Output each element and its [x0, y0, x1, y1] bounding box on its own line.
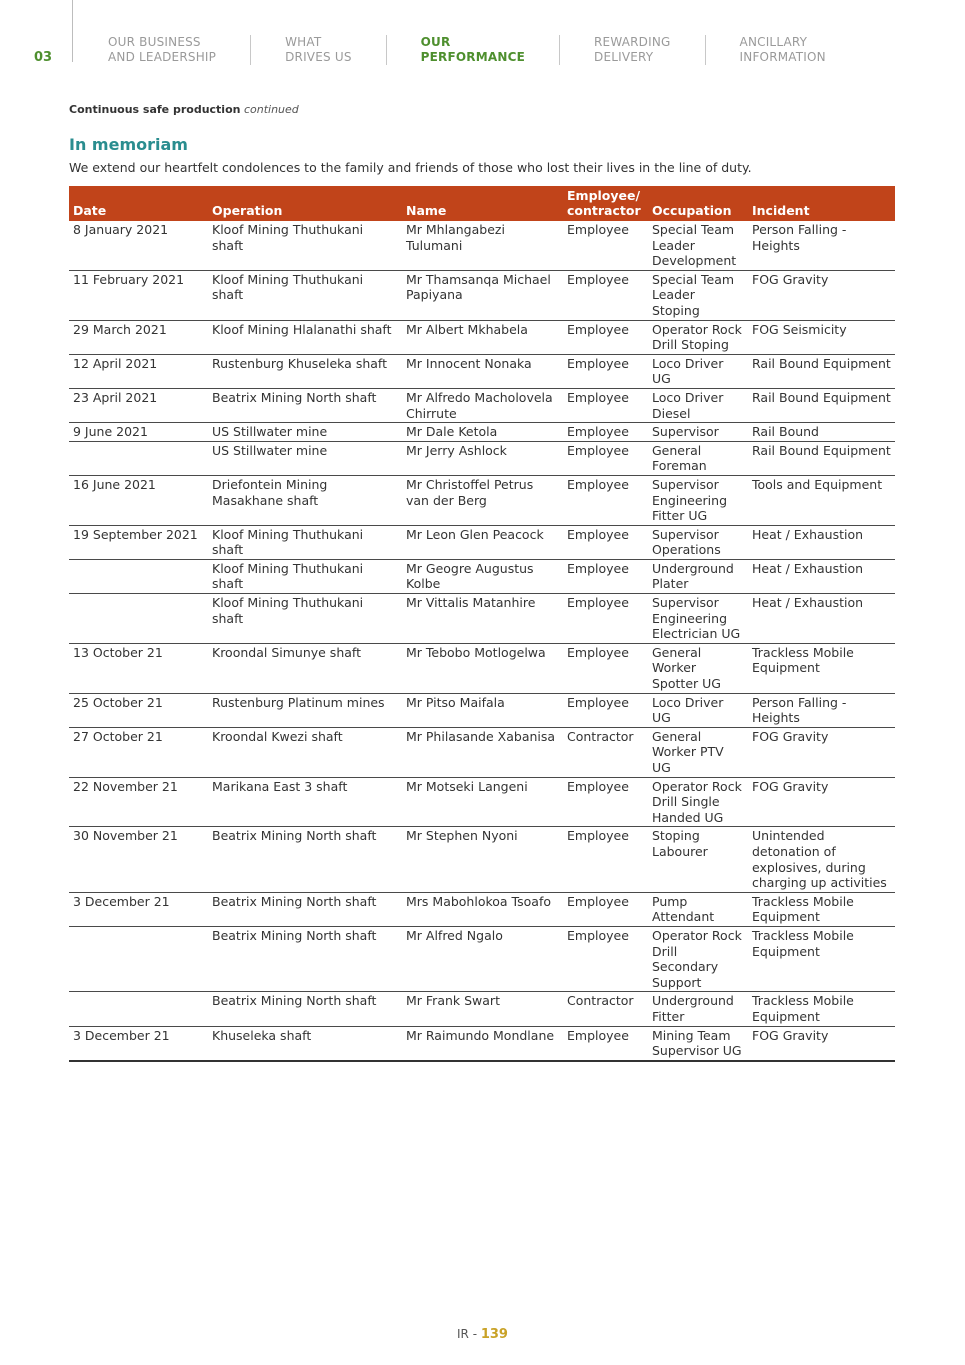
cell-date: 8 January 2021: [69, 221, 208, 270]
nav-item-ancillary[interactable]: [740, 35, 860, 65]
cell-incident: Person Falling - Heights: [748, 693, 895, 727]
cell-employee-type: Employee: [563, 525, 648, 559]
cell-operation: Rustenburg Khuseleka shaft: [208, 354, 402, 388]
nav-label: WHAT: [285, 35, 322, 49]
cell-incident: FOG Gravity: [748, 727, 895, 777]
nav-label: OUR BUSINESS: [108, 35, 201, 49]
table-row: [69, 594, 895, 644]
cell-name: Mr Tebobo Motlogelwa: [402, 643, 563, 693]
table-row: [69, 441, 895, 475]
table-row: [69, 926, 895, 991]
cell-date: 3 December 21: [69, 892, 208, 926]
cell-operation: Rustenburg Platinum mines: [208, 693, 402, 727]
cell-incident: Rail Bound Equipment: [748, 354, 895, 388]
cell-name: Mr Mhlangabezi Tulumani: [402, 221, 563, 270]
nav-label: REWARDING: [594, 35, 671, 49]
cell-operation: Kroondal Simunye shaft: [208, 643, 402, 693]
table-row: [69, 992, 895, 1026]
cell-operation: Beatrix Mining North shaft: [208, 992, 402, 1026]
cell-name: Mr Frank Swart: [402, 992, 563, 1026]
page-number: 139: [480, 1327, 508, 1342]
cell-occupation: Loco Driver Diesel: [648, 388, 748, 422]
nav-item-drives[interactable]: [285, 35, 387, 65]
cell-employee-type: Employee: [563, 1026, 648, 1061]
cell-incident: Heat / Exhaustion: [748, 594, 895, 644]
header-employee-line1: Employee/: [567, 188, 641, 203]
cell-occupation: General Worker Spotter UG: [648, 643, 748, 693]
cell-operation: Kloof Mining Thuthukani shaft: [208, 221, 402, 270]
cell-occupation: Supervisor Engineering Electrician UG: [648, 594, 748, 644]
cell-employee-type: Employee: [563, 221, 648, 270]
footer-prefix: IR -: [457, 1327, 481, 1341]
table-row: [69, 525, 895, 559]
cell-date: 16 June 2021: [69, 475, 208, 525]
cell-employee-type: Employee: [563, 388, 648, 422]
cell-occupation: Underground Plater: [648, 559, 748, 593]
cell-incident: Trackless Mobile Equipment: [748, 892, 895, 926]
cell-incident: FOG Gravity: [748, 777, 895, 827]
cell-occupation: Operator Rock Drill Single Handed UG: [648, 777, 748, 827]
cell-operation: Beatrix Mining North shaft: [208, 892, 402, 926]
table-row: [69, 475, 895, 525]
cell-occupation: Underground Fitter: [648, 992, 748, 1026]
cell-employee-type: Employee: [563, 320, 648, 354]
cell-date: 25 October 21: [69, 693, 208, 727]
cell-operation: Beatrix Mining North shaft: [208, 926, 402, 991]
section-subtitle: [69, 103, 299, 116]
cell-name: Mr Dale Ketola: [402, 423, 563, 442]
cell-date: 13 October 21: [69, 643, 208, 693]
cell-name: Mrs Mabohlokoa Tsoafo: [402, 892, 563, 926]
cell-name: Mr Vittalis Matanhire: [402, 594, 563, 644]
cell-date: [69, 594, 208, 644]
cell-date: [69, 992, 208, 1026]
table-row: [69, 827, 895, 892]
cell-incident: Unintended detonation of explosives, during charging up activities: [748, 827, 895, 892]
subtitle-bold: Continuous safe production: [69, 103, 241, 116]
cell-occupation: General Worker PTV UG: [648, 727, 748, 777]
cell-incident: Rail Bound Equipment: [748, 388, 895, 422]
cell-occupation: Special Team Leader Development: [648, 221, 748, 270]
page-heading: In memoriam: [69, 135, 188, 154]
cell-date: [69, 441, 208, 475]
cell-operation: Kloof Mining Thuthukani shaft: [208, 559, 402, 593]
header-employee-contractor: [563, 186, 648, 221]
cell-incident: Trackless Mobile Equipment: [748, 643, 895, 693]
cell-employee-type: Employee: [563, 926, 648, 991]
cell-date: 11 February 2021: [69, 270, 208, 320]
cell-date: 3 December 21: [69, 1026, 208, 1061]
cell-operation: Marikana East 3 shaft: [208, 777, 402, 827]
header-employee-line2: contractor: [567, 203, 641, 218]
cell-occupation: Stoping Labourer: [648, 827, 748, 892]
cell-operation: Driefontein Mining Masakhane shaft: [208, 475, 402, 525]
cell-employee-type: Employee: [563, 441, 648, 475]
cell-operation: Kloof Mining Thuthukani shaft: [208, 525, 402, 559]
cell-operation: Beatrix Mining North shaft: [208, 388, 402, 422]
nav-label: AND LEADERSHIP: [108, 50, 217, 64]
cell-date: 30 November 21: [69, 827, 208, 892]
cell-incident: Tools and Equipment: [748, 475, 895, 525]
cell-incident: Rail Bound: [748, 423, 895, 442]
table-row: [69, 693, 895, 727]
cell-occupation: Loco Driver UG: [648, 693, 748, 727]
nav-item-rewarding[interactable]: [594, 35, 706, 65]
table-row: [69, 892, 895, 926]
cell-date: [69, 926, 208, 991]
cell-employee-type: Employee: [563, 354, 648, 388]
cell-employee-type: Employee: [563, 827, 648, 892]
cell-operation: Kroondal Kwezi shaft: [208, 727, 402, 777]
table-body: [69, 221, 895, 1061]
table-row: [69, 727, 895, 777]
cell-operation: Kloof Mining Thuthukani shaft: [208, 270, 402, 320]
nav-label: DELIVERY: [594, 50, 654, 64]
cell-name: Mr Jerry Ashlock: [402, 441, 563, 475]
page-footer: [0, 1327, 965, 1342]
cell-incident: FOG Gravity: [748, 1026, 895, 1061]
nav-label: INFORMATION: [739, 50, 826, 64]
cell-operation: Kloof Mining Thuthukani shaft: [208, 594, 402, 644]
cell-name: Mr Christoffel Petrus van der Berg: [402, 475, 563, 525]
section-nav: [108, 35, 894, 65]
table-row: [69, 643, 895, 693]
cell-name: Mr Albert Mkhabela: [402, 320, 563, 354]
cell-name: Mr Alfred Ngalo: [402, 926, 563, 991]
header-divider: [72, 0, 73, 62]
cell-incident: Heat / Exhaustion: [748, 525, 895, 559]
cell-employee-type: Employee: [563, 892, 648, 926]
cell-operation: Beatrix Mining North shaft: [208, 827, 402, 892]
cell-incident: Trackless Mobile Equipment: [748, 992, 895, 1026]
cell-date: [69, 559, 208, 593]
header-date: Date: [69, 186, 208, 221]
cell-date: 12 April 2021: [69, 354, 208, 388]
table-row: [69, 354, 895, 388]
cell-employee-type: Employee: [563, 777, 648, 827]
cell-name: Mr Alfredo Macholovela Chirrute: [402, 388, 563, 422]
cell-incident: Rail Bound Equipment: [748, 441, 895, 475]
table-header-row: [69, 186, 895, 221]
cell-occupation: General Foreman: [648, 441, 748, 475]
cell-operation: US Stillwater mine: [208, 441, 402, 475]
cell-occupation: Special Team Leader Stoping: [648, 270, 748, 320]
cell-occupation: Operator Rock Drill Secondary Support: [648, 926, 748, 991]
table-row: [69, 320, 895, 354]
cell-name: Mr Pitso Maifala: [402, 693, 563, 727]
cell-employee-type: Employee: [563, 693, 648, 727]
nav-label: OUR: [420, 35, 451, 49]
cell-operation: Khuseleka shaft: [208, 1026, 402, 1061]
cell-name: Mr Innocent Nonaka: [402, 354, 563, 388]
cell-incident: Trackless Mobile Equipment: [748, 926, 895, 991]
cell-employee-type: Contractor: [563, 992, 648, 1026]
header-name: Name: [402, 186, 563, 221]
cell-occupation: Supervisor Operations: [648, 525, 748, 559]
header-operation: Operation: [208, 186, 402, 221]
cell-name: Mr Raimundo Mondlane: [402, 1026, 563, 1061]
intro-text: We extend our heartfelt condolences to the family and friends of those who lost their lives in the line of duty.: [69, 160, 752, 175]
cell-incident: Heat / Exhaustion: [748, 559, 895, 593]
cell-operation: US Stillwater mine: [208, 423, 402, 442]
cell-name: Mr Leon Glen Peacock: [402, 525, 563, 559]
cell-name: Mr Stephen Nyoni: [402, 827, 563, 892]
cell-occupation: Mining Team Supervisor UG: [648, 1026, 748, 1061]
cell-occupation: Loco Driver UG: [648, 354, 748, 388]
cell-date: 22 November 21: [69, 777, 208, 827]
section-number: 03: [34, 50, 53, 65]
cell-employee-type: Employee: [563, 594, 648, 644]
header-incident: Incident: [748, 186, 895, 221]
table-row: [69, 388, 895, 422]
header-occupation: Occupation: [648, 186, 748, 221]
cell-employee-type: Employee: [563, 643, 648, 693]
cell-name: Mr Motseki Langeni: [402, 777, 563, 827]
cell-date: 9 June 2021: [69, 423, 208, 442]
cell-employee-type: Employee: [563, 559, 648, 593]
cell-date: 23 April 2021: [69, 388, 208, 422]
cell-incident: FOG Gravity: [748, 270, 895, 320]
cell-date: 29 March 2021: [69, 320, 208, 354]
cell-occupation: Supervisor: [648, 423, 748, 442]
table-row: [69, 777, 895, 827]
nav-label: DRIVES US: [285, 50, 352, 64]
cell-occupation: Pump Attendant: [648, 892, 748, 926]
nav-item-business[interactable]: [108, 35, 251, 65]
table-row: [69, 1026, 895, 1061]
table-row: [69, 221, 895, 270]
cell-name: Mr Geogre Augustus Kolbe: [402, 559, 563, 593]
nav-item-performance[interactable]: [421, 35, 560, 65]
table-row: [69, 270, 895, 320]
cell-employee-type: Employee: [563, 423, 648, 442]
memoriam-table: [69, 186, 895, 1062]
table-row: [69, 423, 895, 442]
cell-name: Mr Philasande Xabanisa: [402, 727, 563, 777]
cell-occupation: Operator Rock Drill Stoping: [648, 320, 748, 354]
nav-label: ANCILLARY: [739, 35, 808, 49]
cell-name: Mr Thamsanqa Michael Papiyana: [402, 270, 563, 320]
cell-employee-type: Employee: [563, 270, 648, 320]
cell-date: 27 October 21: [69, 727, 208, 777]
subtitle-italic: continued: [243, 103, 299, 116]
cell-occupation: Supervisor Engineering Fitter UG: [648, 475, 748, 525]
nav-label: PERFORMANCE: [420, 50, 525, 64]
cell-employee-type: Employee: [563, 475, 648, 525]
cell-incident: Person Falling - Heights: [748, 221, 895, 270]
cell-employee-type: Contractor: [563, 727, 648, 777]
table-row: [69, 559, 895, 593]
cell-date: 19 September 2021: [69, 525, 208, 559]
cell-incident: FOG Seismicity: [748, 320, 895, 354]
cell-operation: Kloof Mining Hlalanathi shaft: [208, 320, 402, 354]
